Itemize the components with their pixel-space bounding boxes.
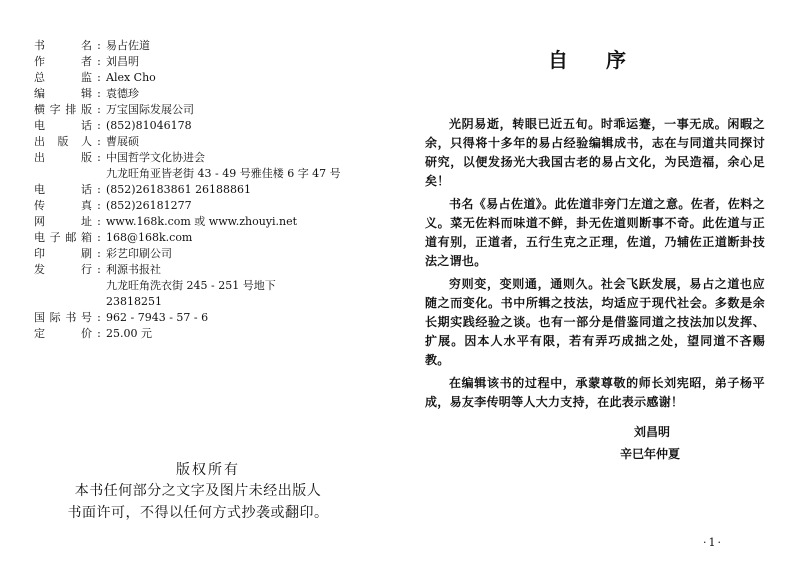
colophon-separator: : [97,55,101,68]
colophon-row [34,70,364,86]
colophon [34,38,364,342]
colophon-value: 九龙旺角洗衣街 245 - 251 号地下 [106,279,276,292]
colophon-label-char: 编 [34,87,45,100]
colophon-values [106,54,364,70]
colophon-label-char: 价 [81,327,92,340]
colophon-separator: : [97,327,101,340]
colophon-row [34,86,364,102]
colophon-value: 23818251 [106,295,162,308]
preface-body [425,115,765,416]
colophon-label-char: 监 [81,71,92,84]
colophon-label [34,118,92,134]
colophon-values [106,326,364,342]
signature-date: 辛巳年仲夏 [620,447,681,461]
colophon-separator: : [97,311,101,324]
colophon-label [34,86,92,102]
colophon-separator: : [97,87,101,100]
copyright-notice [0,460,396,524]
colophon-value: 168@168k.com [106,231,193,244]
colophon-label [34,198,92,214]
colophon-label-char: 址 [81,215,92,228]
colophon-label-char: 版 [57,135,69,148]
preface-paragraph-1: 光阴易逝，转眼已近五旬。时乖运蹇，一事无成。闲暇之余，只得将十多年的易占经验编辑成书，志在与同道共同探讨研究，以便发扬光大我国古老的易占文化，为民造福，余心足矣！ [425,117,765,188]
colophon-row [34,310,364,326]
colophon-value: (852)81046178 [106,119,192,132]
colophon-label-char: 版 [80,103,92,116]
colophon-value: 袁德珍 [106,87,139,100]
colophon-label-char: 号 [80,311,92,324]
colophon-row [34,214,364,230]
colophon-label-char: 横 [34,103,45,116]
colophon-values [106,86,364,102]
colophon-label-char: 际 [49,311,61,324]
colophon-row [34,102,364,118]
colophon-row [34,134,364,150]
colophon-label [34,326,92,342]
colophon-values [106,134,364,150]
colophon-row [34,38,364,54]
colophon-label-char: 名 [81,39,92,52]
colophon-label-char: 作 [34,55,45,68]
colophon-label [34,70,92,86]
colophon-row [34,150,364,182]
copyright-title: 版权所有 [176,462,240,478]
colophon-label-char: 出 [34,135,45,148]
colophon-separator: : [97,39,101,52]
colophon-separator: : [97,151,101,164]
copyright-line-2: 书面许可，不得以任何方式抄袭或翻印。 [67,505,329,521]
colophon-label [34,246,92,262]
colophon-label-char: 传 [34,199,45,212]
colophon-separator: : [97,119,101,132]
colophon-value: 刘昌明 [106,55,139,68]
colophon-label-char: 人 [81,135,92,148]
colophon-value: 25.00 元 [106,327,152,340]
colophon-label [34,134,92,150]
colophon-label-char: 电 [34,119,45,132]
colophon-values [106,214,364,230]
colophon-value: 曹展硕 [106,135,139,148]
colophon-label-char: 箱 [80,231,92,244]
colophon-value: 易占佐道 [106,39,150,52]
colophon-label [34,38,92,54]
colophon-row [34,118,364,134]
preface-paragraph-3: 穷则变，变则通，通则久。社会飞跃发展，易占之道也应随之而变化。书中所辑之技法，均适应于现代社会。多数是余长期实践经验之谈。也有一部分是借鉴同道之技法加以发挥、扩展。因本人水平有限，若有弄巧成拙之处，望同道不吝赐教。 [425,277,765,367]
colophon-row [34,54,364,70]
colophon-label-char: 刷 [81,247,92,260]
colophon-label [34,54,92,70]
colophon-label-char: 书 [65,311,77,324]
colophon-values [106,38,364,54]
colophon-label [34,230,92,246]
preface-signature [620,421,680,465]
colophon-label-char: 邮 [65,231,77,244]
colophon-value: 利源书报社 [106,263,161,276]
colophon-label-char: 电 [34,231,45,244]
page-number: ·1· [703,536,723,549]
colophon-row [34,182,364,198]
colophon-values [106,246,364,262]
colophon-label-char: 字 [49,103,61,116]
colophon-value: 962 - 7943 - 57 - 6 [106,311,209,324]
colophon-label-char: 出 [34,151,45,164]
colophon-label-char: 总 [34,71,45,84]
colophon-value: 万宝国际发展公司 [106,103,194,116]
colophon-label [34,214,92,230]
colophon-label-char: 网 [34,215,45,228]
colophon-label-char: 国 [34,311,45,324]
colophon-label-char: 子 [49,231,61,244]
colophon-separator: : [97,199,101,212]
colophon-row [34,230,364,246]
colophon-label-char: 印 [34,247,45,260]
colophon-label-char: 真 [81,199,92,212]
colophon-value: 中国哲学文化协进会 [106,151,205,164]
copyright-line-1: 本书任何部分之文字及图片未经出版人 [74,483,322,499]
colophon-row [34,246,364,262]
colophon-label-char: 排 [65,103,77,116]
colophon-values [106,182,364,198]
colophon-separator: : [97,263,101,276]
colophon-values [106,230,364,246]
colophon-label-char: 辑 [81,87,92,100]
preface-title: 自序 [548,48,664,72]
colophon-label-char: 电 [34,183,45,196]
colophon-label-char: 话 [81,183,92,196]
colophon-row [34,198,364,214]
colophon-label-char: 书 [34,39,45,52]
colophon-value: (852)26183861 26188861 [106,183,252,196]
colophon-values [106,262,364,310]
colophon-label [34,182,92,198]
colophon-value: 九龙旺角亚皆老街 43 - 49 号雅佳楼 6 字 47 号 [106,167,341,180]
colophon-separator: : [97,103,101,116]
colophon-values [106,118,364,134]
colophon-label [34,150,92,166]
colophon-value: (852)26181277 [106,199,192,212]
colophon-separator: : [97,71,101,84]
colophon-separator: : [97,183,101,196]
colophon-values [106,150,364,182]
preface-paragraph-4: 在编辑该书的过程中，承蒙尊敬的师长刘宪昭，弟子杨平成，易友李传明等人大力支持，在此表示感谢！ [425,376,765,409]
colophon-values [106,310,364,326]
preface-paragraph-2: 书名《易占佐道》。此佐道非旁门左道之意。佐者，佐料之义。菜无佐料而味道不鲜，卦无佐道则断事不奇。此佐道与正道有别，正道者，五行生克之正理，佐道，乃辅佐正道断卦技法之谓也。 [425,197,765,268]
colophon-label-char: 定 [34,327,45,340]
colophon-label-char: 话 [81,119,92,132]
signature-author: 刘昌明 [634,425,671,439]
colophon-label-char: 版 [81,151,92,164]
colophon-label-char: 发 [34,263,45,276]
colophon-value: www.168k.com 或 www.zhouyi.net [106,215,298,228]
colophon-label-char: 行 [81,263,92,276]
colophon-row [34,326,364,342]
colophon-label [34,310,92,326]
colophon-label [34,262,92,278]
colophon-label-char: 者 [81,55,92,68]
colophon-values [106,70,364,86]
colophon-value: 彩艺印刷公司 [106,247,172,260]
colophon-separator: : [97,231,101,244]
colophon-label [34,102,92,118]
colophon-values [106,198,364,214]
colophon-separator: : [97,215,101,228]
colophon-row [34,262,364,310]
colophon-value: Alex Cho [106,71,156,84]
colophon-separator: : [97,247,101,260]
colophon-separator: : [97,135,101,148]
colophon-values [106,102,364,118]
